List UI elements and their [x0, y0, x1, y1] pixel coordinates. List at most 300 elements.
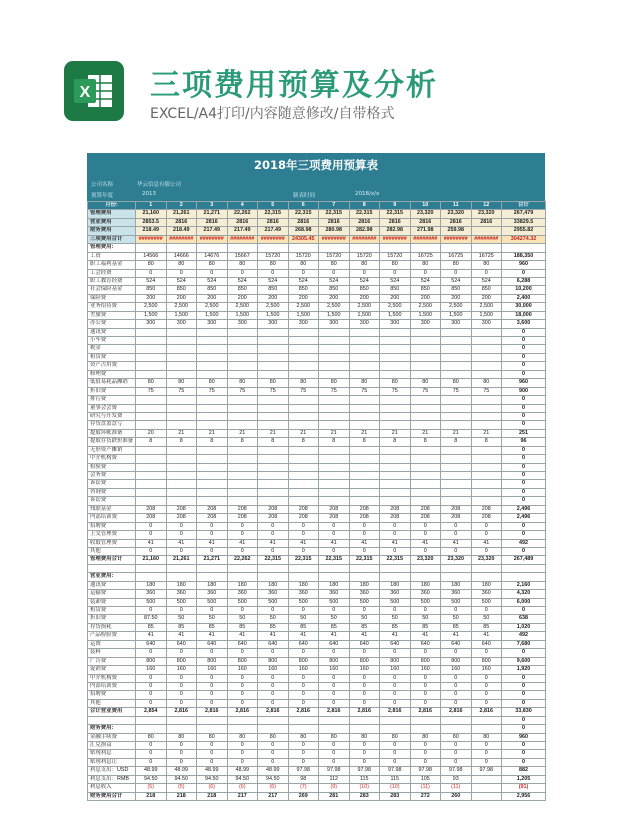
table-cell: 500: [319, 598, 350, 606]
row-label: 其他: [88, 547, 136, 555]
table-cell: 0: [471, 649, 502, 657]
table-cell: [166, 421, 197, 429]
table-cell: [258, 725, 289, 733]
table-cell: 0: [441, 607, 472, 615]
table-cell: [471, 396, 502, 404]
row-label: 社会保险基金: [88, 286, 136, 294]
table-cell: [410, 396, 441, 404]
table-cell: (11): [410, 784, 441, 792]
table-cell: [319, 421, 350, 429]
table-cell: 22,315: [288, 556, 319, 564]
table-row: [88, 649, 546, 657]
table-cell: 218: [136, 792, 167, 800]
table-cell: [136, 337, 167, 345]
table-cell: (91): [502, 784, 546, 792]
table-cell: [380, 370, 411, 378]
table-cell: 0: [197, 522, 228, 530]
table-cell: (10): [349, 784, 380, 792]
table-cell: [349, 244, 380, 252]
table-cell: 1,020: [502, 623, 546, 631]
table-cell: [380, 337, 411, 345]
table-cell: 23,320: [471, 210, 502, 218]
table-cell: 80: [227, 261, 258, 269]
table-cell: [227, 488, 258, 496]
table-cell: (6): [227, 784, 258, 792]
table-cell: 0: [288, 758, 319, 766]
table-cell: 0: [471, 750, 502, 758]
table-cell: 300: [410, 320, 441, 328]
table-cell: [258, 328, 289, 336]
table-cell: 208: [410, 514, 441, 522]
row-label: 排污费: [88, 396, 136, 404]
row-label: 工资: [88, 252, 136, 260]
table-cell: [136, 404, 167, 412]
table-cell: 200: [319, 294, 350, 302]
table-cell: [197, 497, 228, 505]
column-header: 6: [288, 202, 319, 210]
table-cell: 300: [471, 320, 502, 328]
table-cell: [410, 362, 441, 370]
table-cell: 1,500: [349, 311, 380, 319]
table-cell: [441, 244, 472, 252]
table-cell: [471, 337, 502, 345]
table-cell: 0: [441, 547, 472, 555]
table-cell: 0: [410, 691, 441, 699]
table-cell: 208: [441, 505, 472, 513]
table-cell: 0: [471, 691, 502, 699]
table-cell: 21: [197, 429, 228, 437]
table-cell: 524: [136, 277, 167, 285]
row-label: 其他: [88, 699, 136, 707]
table-cell: 500: [166, 598, 197, 606]
table-cell: [471, 792, 502, 800]
row-label: 利息支出：RMB: [88, 775, 136, 783]
table-cell: 0: [258, 691, 289, 699]
table-cell: 281: [319, 792, 350, 800]
table-cell: 2,500: [197, 303, 228, 311]
table-cell: 22,315: [258, 556, 289, 564]
table-row: [88, 682, 546, 690]
table-cell: 0: [410, 699, 441, 707]
table-row: [88, 328, 546, 336]
table-cell: 0: [502, 455, 546, 463]
table-cell: 75: [471, 387, 502, 395]
table-cell: [197, 362, 228, 370]
table-cell: 0: [288, 607, 319, 615]
table-cell: 85: [380, 623, 411, 631]
table-cell: [136, 412, 167, 420]
table-cell: [136, 488, 167, 496]
table-cell: 41: [380, 539, 411, 547]
table-cell: 22,315: [380, 210, 411, 218]
table-cell: 80: [166, 379, 197, 387]
table-cell: [410, 345, 441, 353]
table-cell: 360: [349, 590, 380, 598]
table-cell: 0: [502, 716, 546, 724]
table-cell: [319, 328, 350, 336]
table-row: [88, 725, 546, 733]
table-cell: 0: [410, 742, 441, 750]
row-label: 董事会会费: [88, 404, 136, 412]
table-cell: [380, 716, 411, 724]
table-row: [88, 412, 546, 420]
table-cell: [319, 345, 350, 353]
table-cell: 1,500: [471, 311, 502, 319]
table-row: [88, 227, 546, 235]
table-cell: 8: [197, 438, 228, 446]
table-cell: ########: [380, 235, 411, 243]
table-cell: 0: [288, 522, 319, 530]
table-cell: 6,000: [502, 598, 546, 606]
table-cell: [197, 564, 228, 572]
table-cell: 0: [258, 750, 289, 758]
table-cell: 8: [227, 438, 258, 446]
table-cell: 22,315: [349, 210, 380, 218]
table-cell: [380, 421, 411, 429]
table-cell: 160: [136, 666, 167, 674]
table-cell: 22,262: [227, 210, 258, 218]
table-cell: 80: [258, 733, 289, 741]
table-cell: 2,160: [502, 581, 546, 589]
table-cell: 800: [471, 657, 502, 665]
table-cell: 800: [441, 657, 472, 665]
table-cell: 80: [410, 733, 441, 741]
table-cell: 0: [441, 750, 472, 758]
table-cell: 1,500: [288, 311, 319, 319]
table-cell: 0: [319, 742, 350, 750]
svg-text:X: X: [79, 84, 91, 101]
table-cell: 8: [349, 438, 380, 446]
table-cell: 0: [410, 269, 441, 277]
table-cell: [288, 328, 319, 336]
company-label: 公司名称: [91, 182, 114, 188]
table-cell: 640: [288, 640, 319, 648]
table-cell: 640: [227, 640, 258, 648]
table-cell: 640: [197, 640, 228, 648]
table-cell: 524: [258, 277, 289, 285]
table-cell: 75: [136, 387, 167, 395]
table-cell: [471, 472, 502, 480]
table-cell: [349, 421, 380, 429]
row-label: 利息支出：USD: [88, 767, 136, 775]
table-cell: [197, 412, 228, 420]
column-header: 合计: [502, 202, 546, 210]
table-cell: 360: [319, 590, 350, 598]
table-cell: 2,496: [502, 514, 546, 522]
table-cell: 850: [441, 286, 472, 294]
table-cell: 0: [410, 674, 441, 682]
table-row: [88, 742, 546, 750]
table-cell: [410, 353, 441, 361]
table-cell: 0: [349, 649, 380, 657]
table-cell: 94.50: [136, 775, 167, 783]
table-cell: 0: [166, 682, 197, 690]
table-cell: 208: [197, 505, 228, 513]
table-cell: 41: [288, 632, 319, 640]
table-cell: [410, 446, 441, 454]
table-row: [88, 472, 546, 480]
table-cell: 0: [471, 522, 502, 530]
table-cell: 21: [288, 429, 319, 437]
table-cell: 180: [441, 581, 472, 589]
table-cell: 97.98: [380, 767, 411, 775]
table-cell: 0: [502, 531, 546, 539]
table-cell: 75: [349, 387, 380, 395]
table-cell: 20: [136, 429, 167, 437]
table-row: [88, 632, 546, 640]
table-cell: [349, 362, 380, 370]
table-cell: (6): [258, 784, 289, 792]
table-cell: [258, 421, 289, 429]
table-cell: [471, 463, 502, 471]
table-cell: [441, 446, 472, 454]
column-header: 1: [136, 202, 167, 210]
table-cell: 850: [227, 286, 258, 294]
table-cell: [136, 362, 167, 370]
table-cell: 8: [471, 438, 502, 446]
table-cell: 208: [197, 514, 228, 522]
table-cell: 80: [349, 733, 380, 741]
table-cell: 75: [441, 387, 472, 395]
table-cell: [258, 396, 289, 404]
table-cell: 80: [136, 733, 167, 741]
table-cell: 21,160: [136, 556, 167, 564]
table-cell: 80: [441, 261, 472, 269]
table-cell: 180: [166, 581, 197, 589]
table-cell: 14676: [197, 252, 228, 260]
table-cell: 500: [258, 598, 289, 606]
table-cell: [258, 412, 289, 420]
row-label: 贴现利息让: [88, 758, 136, 766]
table-cell: 14666: [166, 252, 197, 260]
table-cell: 269: [288, 792, 319, 800]
table-cell: 87.50: [136, 615, 167, 623]
table-cell: 360: [410, 590, 441, 598]
table-cell: 267,489: [502, 556, 546, 564]
table-cell: [410, 421, 441, 429]
table-row: [88, 463, 546, 471]
table-cell: 115: [380, 775, 411, 783]
table-cell: 50: [441, 615, 472, 623]
table-cell: [319, 480, 350, 488]
table-cell: [319, 455, 350, 463]
table-cell: 0: [502, 269, 546, 277]
table-row: [88, 758, 546, 766]
table-cell: 85: [319, 623, 350, 631]
table-row: [88, 337, 546, 345]
table-cell: 75: [197, 387, 228, 395]
table-cell: [349, 370, 380, 378]
table-cell: 960: [502, 733, 546, 741]
row-label: 资产占用费: [88, 362, 136, 370]
table-cell: [288, 244, 319, 252]
table-cell: [410, 716, 441, 724]
row-label: [88, 564, 136, 572]
column-header: 7: [319, 202, 350, 210]
table-cell: 41: [197, 632, 228, 640]
row-label: 上交管理费: [88, 531, 136, 539]
table-cell: [380, 396, 411, 404]
table-row: [88, 404, 546, 412]
table-cell: 41: [288, 539, 319, 547]
table-cell: 23,320: [471, 556, 502, 564]
table-cell: 0: [319, 758, 350, 766]
table-cell: 15720: [349, 252, 380, 260]
table-cell: [441, 488, 472, 496]
table-cell: [227, 396, 258, 404]
table-cell: 360: [471, 590, 502, 598]
table-cell: 850: [380, 286, 411, 294]
table-cell: 360: [136, 590, 167, 598]
table-cell: 360: [380, 590, 411, 598]
table-cell: [166, 446, 197, 454]
table-cell: [136, 472, 167, 480]
table-cell: 115: [349, 775, 380, 783]
table-cell: 3,600: [502, 320, 546, 328]
table-cell: 2,500: [227, 303, 258, 311]
table-cell: 21: [319, 429, 350, 437]
table-cell: 524: [349, 277, 380, 285]
table-cell: [288, 404, 319, 412]
table-row: [88, 784, 546, 792]
table-cell: 2,816: [319, 708, 350, 716]
table-cell: 0: [319, 674, 350, 682]
table-row: [88, 699, 546, 707]
table-cell: 2816: [380, 218, 411, 226]
table-cell: [380, 463, 411, 471]
table-cell: 2,500: [258, 303, 289, 311]
table-cell: [288, 412, 319, 420]
table-cell: 160: [227, 666, 258, 674]
table-cell: 94.50: [166, 775, 197, 783]
row-label: 咨询费: [88, 488, 136, 496]
row-label: 中介机构费: [88, 674, 136, 682]
table-row: [88, 539, 546, 547]
table-cell: [441, 480, 472, 488]
table-cell: 2,500: [166, 303, 197, 311]
table-cell: 0: [410, 607, 441, 615]
table-cell: 80: [319, 261, 350, 269]
table-cell: 1,500: [197, 311, 228, 319]
table-cell: 200: [258, 294, 289, 302]
table-cell: [410, 725, 441, 733]
table-cell: 300: [197, 320, 228, 328]
table-cell: [166, 463, 197, 471]
table-cell: 85: [471, 623, 502, 631]
table-row: [88, 421, 546, 429]
row-label: 研究与开发费: [88, 412, 136, 420]
table-cell: 0: [502, 421, 546, 429]
row-label: 装料: [88, 649, 136, 657]
table-cell: 1,500: [380, 311, 411, 319]
table-cell: [441, 362, 472, 370]
table-cell: [227, 421, 258, 429]
table-cell: ########: [441, 235, 472, 243]
table-cell: 0: [502, 404, 546, 412]
table-cell: 0: [502, 750, 546, 758]
table-row: [88, 792, 546, 800]
table-cell: [349, 725, 380, 733]
table-cell: 0: [258, 699, 289, 707]
table-cell: 0: [136, 758, 167, 766]
table-cell: [319, 446, 350, 454]
table-cell: [441, 345, 472, 353]
table-row: [88, 362, 546, 370]
table-cell: 0: [410, 649, 441, 657]
table-cell: 21: [441, 429, 472, 437]
table-cell: [197, 337, 228, 345]
table-cell: [166, 455, 197, 463]
table-row: [88, 353, 546, 361]
table-cell: 0: [136, 682, 167, 690]
table-cell: 208: [471, 505, 502, 513]
table-cell: 208: [471, 514, 502, 522]
table-cell: (11): [441, 784, 472, 792]
row-label: 装卸费: [88, 598, 136, 606]
table-cell: 85: [136, 623, 167, 631]
table-cell: 75: [258, 387, 289, 395]
made-label: 制表时间: [293, 193, 316, 199]
table-cell: 23,320: [441, 556, 472, 564]
table-cell: 180: [197, 581, 228, 589]
table-cell: 160: [349, 666, 380, 674]
table-cell: [410, 480, 441, 488]
table-cell: [319, 412, 350, 420]
table-cell: 0: [136, 269, 167, 277]
table-cell: 0: [502, 345, 546, 353]
table-cell: [319, 488, 350, 496]
table-cell: 41: [227, 632, 258, 640]
table-cell: 800: [319, 657, 350, 665]
table-cell: [380, 362, 411, 370]
table-cell: 0: [410, 547, 441, 555]
table-row: [88, 750, 546, 758]
year-value: 2013: [142, 191, 156, 197]
table-cell: [380, 404, 411, 412]
page-title: 三项费用预算及分析: [150, 68, 438, 103]
table-cell: 850: [349, 286, 380, 294]
table-cell: 0: [227, 649, 258, 657]
table-cell: [258, 463, 289, 471]
table-cell: 0: [319, 269, 350, 277]
table-cell: [441, 337, 472, 345]
table-cell: 180: [288, 581, 319, 589]
table-cell: [471, 480, 502, 488]
table-cell: 21: [471, 429, 502, 437]
table-row: [88, 387, 546, 395]
table-cell: 217.49: [227, 227, 258, 235]
table-cell: [136, 396, 167, 404]
table-cell: 492: [502, 539, 546, 547]
table-cell: 0: [349, 547, 380, 555]
table-cell: [197, 421, 228, 429]
row-label: 小车费: [88, 337, 136, 345]
table-cell: 21: [410, 429, 441, 437]
budget-sheet: [87, 153, 545, 801]
table-cell: 200: [136, 294, 167, 302]
row-label: 财务费用合计: [88, 792, 136, 800]
table-cell: [166, 497, 197, 505]
table-cell: 8: [319, 438, 350, 446]
table-cell: 80: [197, 379, 228, 387]
table-cell: [288, 396, 319, 404]
table-cell: [410, 573, 441, 581]
table-cell: 0: [502, 682, 546, 690]
table-cell: 50: [380, 615, 411, 623]
table-cell: [166, 370, 197, 378]
table-cell: 0: [349, 674, 380, 682]
table-cell: 524: [410, 277, 441, 285]
